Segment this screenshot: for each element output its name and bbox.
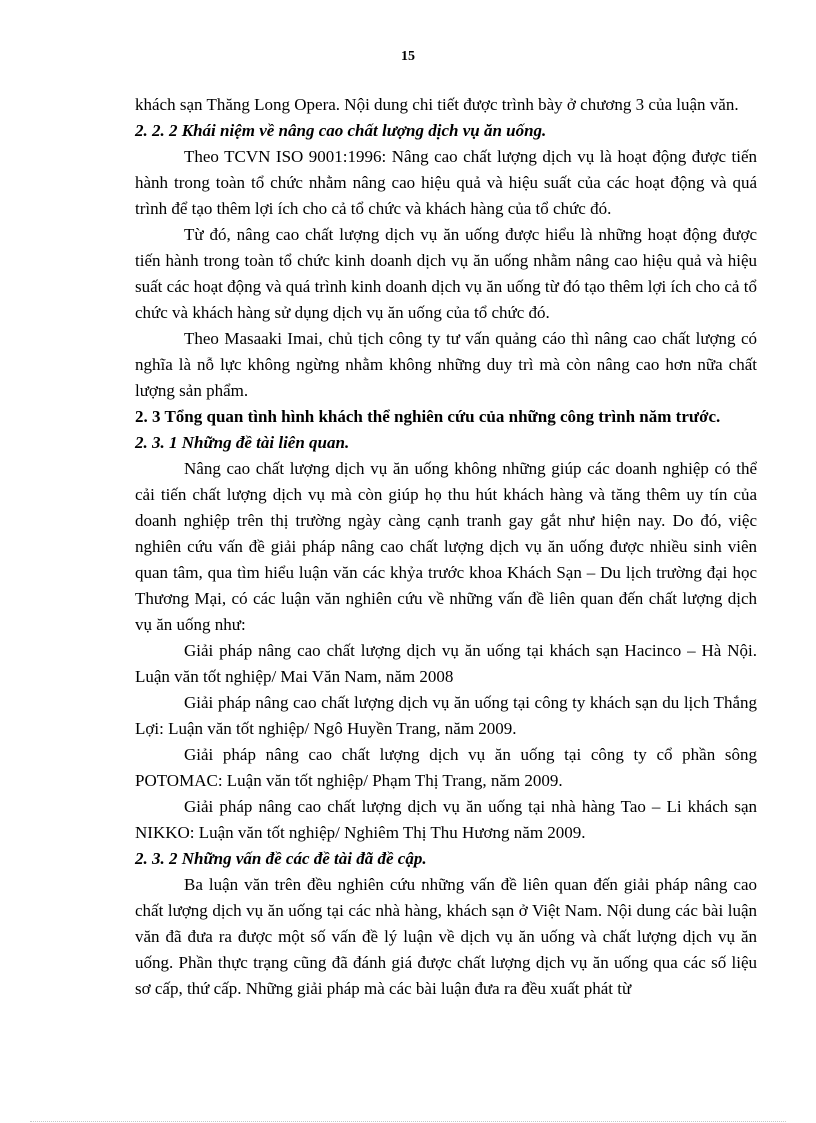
list-item-thesis: Giải pháp nâng cao chất lượng dịch vụ ăn uống tại nhà hàng Tao – Li khách sạn NIKKO: Luận văn tốt nghiệp/ Nghiêm Thị Thu Hương năm 2009. — [135, 797, 757, 842]
list-item-thesis: Giải pháp nâng cao chất lượng dịch vụ ăn uống tại công ty khách sạn du lịch Thắng Lợi: Luận văn tốt nghiệp/ Ngô Huyền Trang, năm 2009. — [135, 693, 757, 738]
page-bottom-divider — [30, 1121, 786, 1122]
paragraph-tcvn-definition: Theo TCVN ISO 9001:1996: Nâng cao chất lượng dịch vụ là hoạt động được tiến hành trong toàn tổ chức nhằm nâng cao hiệu quả và hiệu suất của các hoạt động và quá trình để tạo thêm lợi ích cho cả tổ chức và khách hàng của tổ chức đó. — [135, 147, 757, 218]
paragraph-food-service-definition: Từ đó, nâng cao chất lượng dịch vụ ăn uống được hiểu là những hoạt động được tiến hành trong toàn tổ chức kinh doanh dịch vụ ăn uống nhằm nâng cao hiệu quả và hiệu suất các hoạt động và quá trình kinh doanh dịch vụ ăn uống từ đó tạo thêm lợi ích cho cả tổ chức và khách hàng sử dụng dịch vụ ăn uống của tổ chức đó. — [135, 225, 757, 322]
paragraph-related-topics: Nâng cao chất lượng dịch vụ ăn uống không những giúp các doanh nghiệp có thể cải tiến chất lượng dịch vụ mà còn giúp họ thu hút khách hàng và tăng thêm uy tín của doanh nghiệp trên thị trường ngày càng cạnh tranh gay gắt như hiện nay. Do đó, việc nghiên cứu vấn đề giải pháp nâng cao chất lượng dịch vụ ăn uống được nhiều sinh viên quan tâm, qua tìm hiểu luận văn các khỷa trước khoa Khách Sạn – Du lịch trường đại học Thương Mại, có các luận văn nghiên cứu về những vấn đề liên quan đến chất lượng dịch vụ ăn uống như: — [135, 459, 757, 634]
paragraph-masaaki-imai: Theo Masaaki Imai, chủ tịch công ty tư vấn quảng cáo thì nâng cao chất lượng có nghĩa là nỗ lực không ngừng nhằm không những duy trì mà còn nâng cao hơn nữa chất lượng sản phẩm. — [135, 329, 757, 400]
page-number: 15 — [401, 49, 415, 64]
heading-2-2-2: 2. 2. 2 Khái niệm về nâng cao chất lượng dịch vụ ăn uống. — [135, 121, 547, 140]
heading-2-3-2: 2. 3. 2 Những vấn đề các đề tài đã đề cập. — [135, 849, 427, 868]
heading-2-3-1: 2. 3. 1 Những đề tài liên quan. — [135, 433, 350, 452]
paragraph-continuation: khách sạn Thăng Long Opera. Nội dung chi tiết được trình bày ở chương 3 của luận văn. — [135, 95, 739, 114]
list-item-thesis: Giải pháp nâng cao chất lượng dịch vụ ăn uống tại công ty cổ phần sông POTOMAC: Luận văn tốt nghiệp/ Phạm Thị Trang, năm 2009. — [135, 745, 757, 790]
heading-2-3: 2. 3 Tổng quan tình hình khách thể nghiên cứu của những công trình năm trước. — [135, 407, 721, 426]
list-item-thesis: Giải pháp nâng cao chất lượng dịch vụ ăn uống tại khách sạn Hacinco – Hà Nội. Luận văn tốt nghiệp/ Mai Văn Nam, năm 2008 — [135, 641, 757, 686]
paragraph-issues-addressed: Ba luận văn trên đều nghiên cứu những vấn đề liên quan đến giải pháp nâng cao chất lượng dịch vụ ăn uống tại các nhà hàng, khách sạn ở Việt Nam. Nội dung các bài luận văn đã đưa ra được một số vấn đề lý luận về dịch vụ ăn uống và chất lượng dịch vụ ăn uống. Phần thực trạng cũng đã đánh giá được chất lượng dịch vụ ăn uống qua các số liệu sơ cấp, thứ cấp. Những giải pháp mà các bài luận đưa ra đều xuất phát từ — [135, 875, 757, 998]
document-body — [135, 92, 757, 1002]
